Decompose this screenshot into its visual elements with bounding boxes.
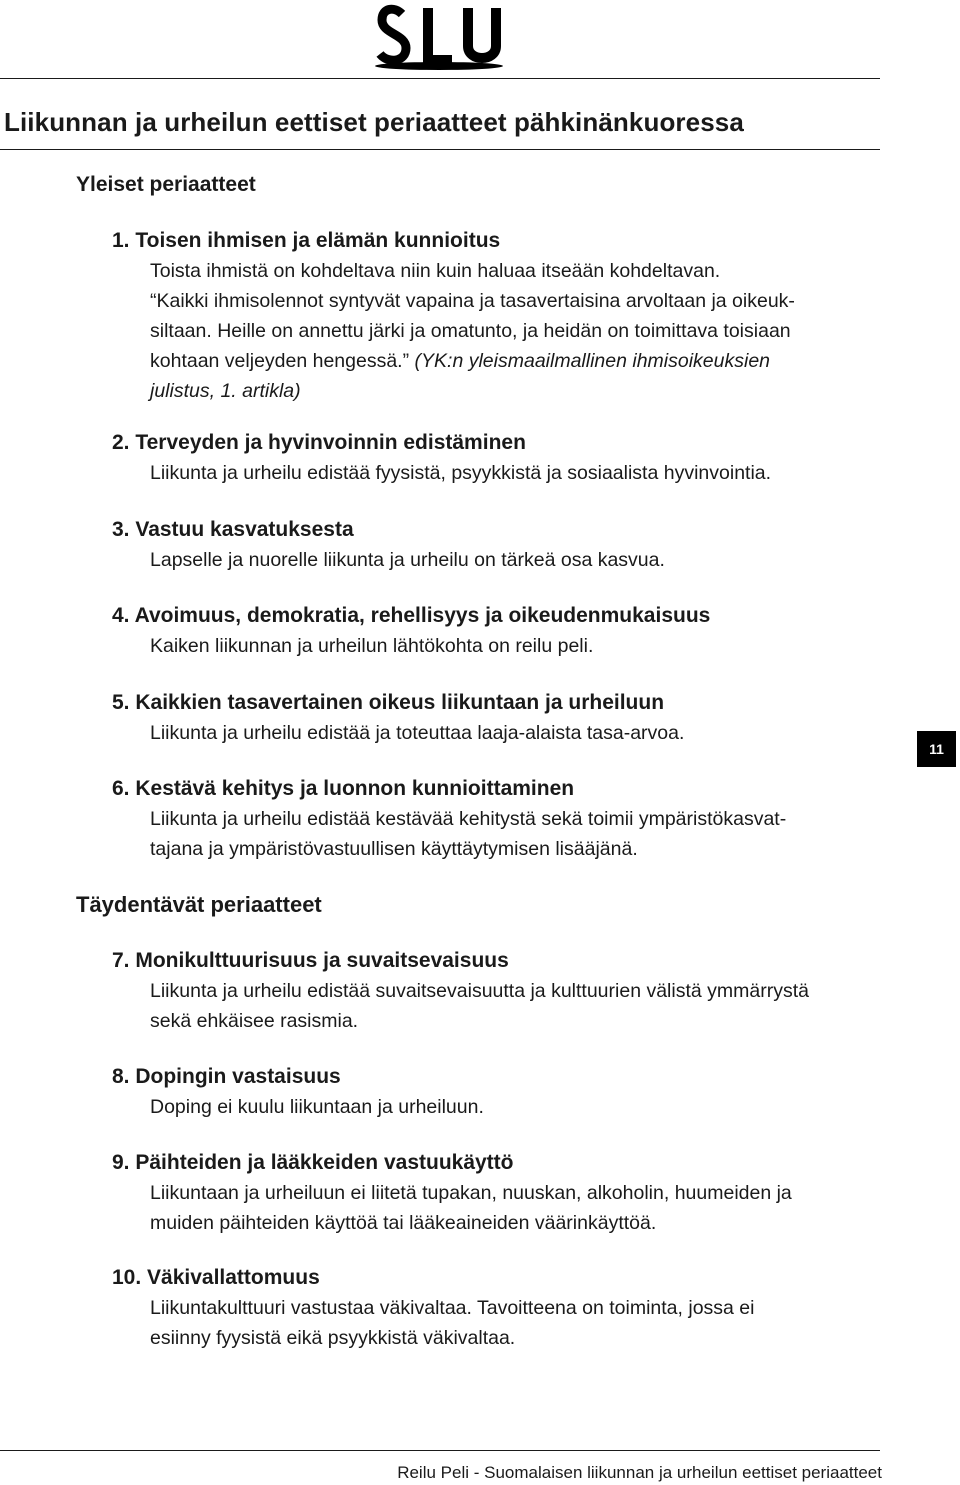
principle-title: 3. Vastuu kasvatuksesta — [112, 518, 354, 541]
principle-title: 7. Monikulttuurisuus ja suvaitsevaisuus — [112, 949, 509, 972]
principle-item-5 — [112, 688, 884, 748]
principle-line: tajana ja ympäristövastuullisen käyttäytymisen lisääjänä. — [150, 838, 638, 860]
principle-body — [150, 256, 884, 406]
principle-item-3 — [112, 515, 884, 575]
slu-logo — [372, 2, 506, 70]
principle-line: Liikuntakulttuuri vastustaa väkivaltaa. Tavoitteena on toiminta, jossa ei — [150, 1297, 755, 1319]
principle-line: Liikunta ja urheilu edistää ja toteuttaa laaja-alaista tasa-arvoa. — [150, 722, 685, 744]
principle-body — [150, 718, 884, 748]
principle-body — [150, 1178, 884, 1238]
principle-title: 9. Päihteiden ja lääkkeiden vastuukäyttö — [112, 1151, 514, 1174]
principle-title: 6. Kestävä kehitys ja luonnon kunnioittaminen — [112, 777, 575, 800]
principle-body — [150, 458, 884, 488]
principle-line: Toista ihmistä on kohdeltava niin kuin haluaa itseään kohdeltavan. — [150, 260, 721, 282]
title-rule — [0, 149, 880, 150]
footer-rule — [0, 1450, 880, 1451]
principle-title: 10. Väkivallattomuus — [112, 1266, 320, 1289]
principle-body — [150, 631, 884, 661]
principle-item-1 — [112, 226, 884, 406]
principle-line: esiinny fyysistä eikä psyykkistä väkivaltaa. — [150, 1327, 516, 1349]
citation-continued: julistus, 1. artikla) — [150, 380, 301, 402]
principle-line: muiden päihteiden käyttöä tai lääkeaineiden väärinkäyttöä. — [150, 1212, 657, 1234]
principle-item-7 — [112, 946, 884, 1036]
principle-item-9 — [112, 1148, 884, 1238]
principle-title: 1. Toisen ihmisen ja elämän kunnioitus — [112, 229, 501, 252]
principle-title: 8. Dopingin vastaisuus — [112, 1065, 341, 1088]
principle-line: sekä ehkäisee rasismia. — [150, 1010, 359, 1032]
principle-body — [150, 1293, 884, 1353]
principle-line: Lapselle ja nuorelle liikunta ja urheilu on tärkeä osa kasvua. — [150, 549, 665, 571]
principle-body — [150, 545, 884, 575]
principle-line: siltaan. Heille on annettu järki ja omatunto, ja heidän on toimittava toisiaan — [150, 320, 791, 342]
principle-line: “Kaikki ihmisolennot syntyvät vapaina ja tasavertaisina arvoltaan ja oikeuk- — [150, 290, 795, 312]
principle-body — [150, 1092, 884, 1122]
principle-title: 5. Kaikkien tasavertainen oikeus liikuntaan ja urheiluun — [112, 691, 665, 714]
principle-item-4 — [112, 601, 884, 661]
principle-line — [150, 346, 884, 376]
principle-title: 2. Terveyden ja hyvinvoinnin edistäminen — [112, 431, 526, 454]
header-rule — [0, 78, 880, 79]
quote-end: kohtaan veljeyden hengessä.” — [150, 350, 410, 372]
principle-line: Liikuntaan ja urheiluun ei liitetä tupakan, nuuskan, alkoholin, huumeiden ja — [150, 1182, 792, 1204]
principle-title: 4. Avoimuus, demokratia, rehellisyys ja oikeudenmukaisuus — [112, 604, 711, 627]
principle-line: Kaiken liikunnan ja urheilun lähtökohta on reilu peli. — [150, 635, 594, 657]
principle-body — [150, 976, 884, 1036]
page-number-tab: 11 — [917, 731, 956, 767]
page-footer: Reilu Peli - Suomalaisen liikunnan ja urheilun eettiset periaatteet — [397, 1463, 882, 1482]
principle-line: Liikunta ja urheilu edistää suvaitsevaisuutta ja kulttuurien välistä ymmärrystä — [150, 980, 809, 1002]
principle-line: Liikunta ja urheilu edistää fyysistä, psyykkistä ja sosiaalista hyvinvointia. — [150, 462, 772, 484]
citation: (YK:n yleismaailmallinen ihmisoikeuksien — [414, 350, 771, 372]
section-heading-supplementary: Täydentävät periaatteet — [76, 892, 322, 917]
section-heading-general: Yleiset periaatteet — [76, 173, 256, 196]
principle-item-10 — [112, 1263, 884, 1353]
principle-item-6 — [112, 774, 884, 864]
principle-body — [150, 804, 884, 864]
principle-line: Doping ei kuulu liikuntaan ja urheiluun. — [150, 1096, 484, 1118]
principle-item-2 — [112, 428, 884, 488]
page-title: Liikunnan ja urheilun eettiset periaatteet pähkinänkuoressa — [4, 107, 744, 137]
principle-item-8 — [112, 1062, 884, 1122]
principle-line: Liikunta ja urheilu edistää kestävää kehitystä sekä toimii ympäristökasvat- — [150, 808, 787, 830]
